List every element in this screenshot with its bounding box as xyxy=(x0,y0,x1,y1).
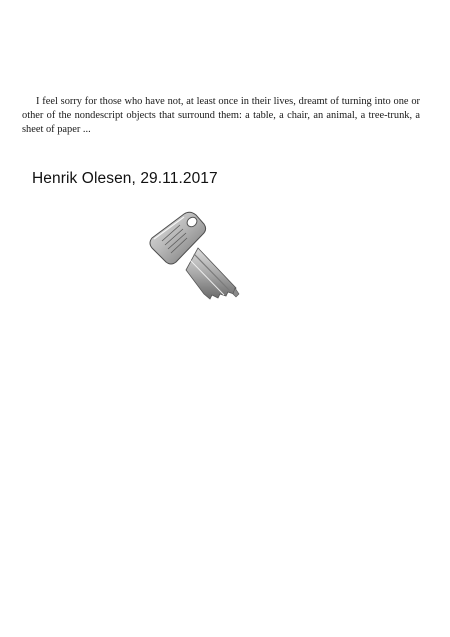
author-date-heading: Henrik Olesen, 29.11.2017 xyxy=(32,170,218,187)
key-image xyxy=(138,208,256,316)
key-blade xyxy=(186,248,239,299)
quote-text: I feel sorry for those who have not, at least once in their lives, dreamt of turning into one or other of the nondescript objects that surround them: a table, a chair, an animal, a tree-trunk, a sheet of paper ... xyxy=(22,96,420,135)
key-icon xyxy=(138,208,256,316)
